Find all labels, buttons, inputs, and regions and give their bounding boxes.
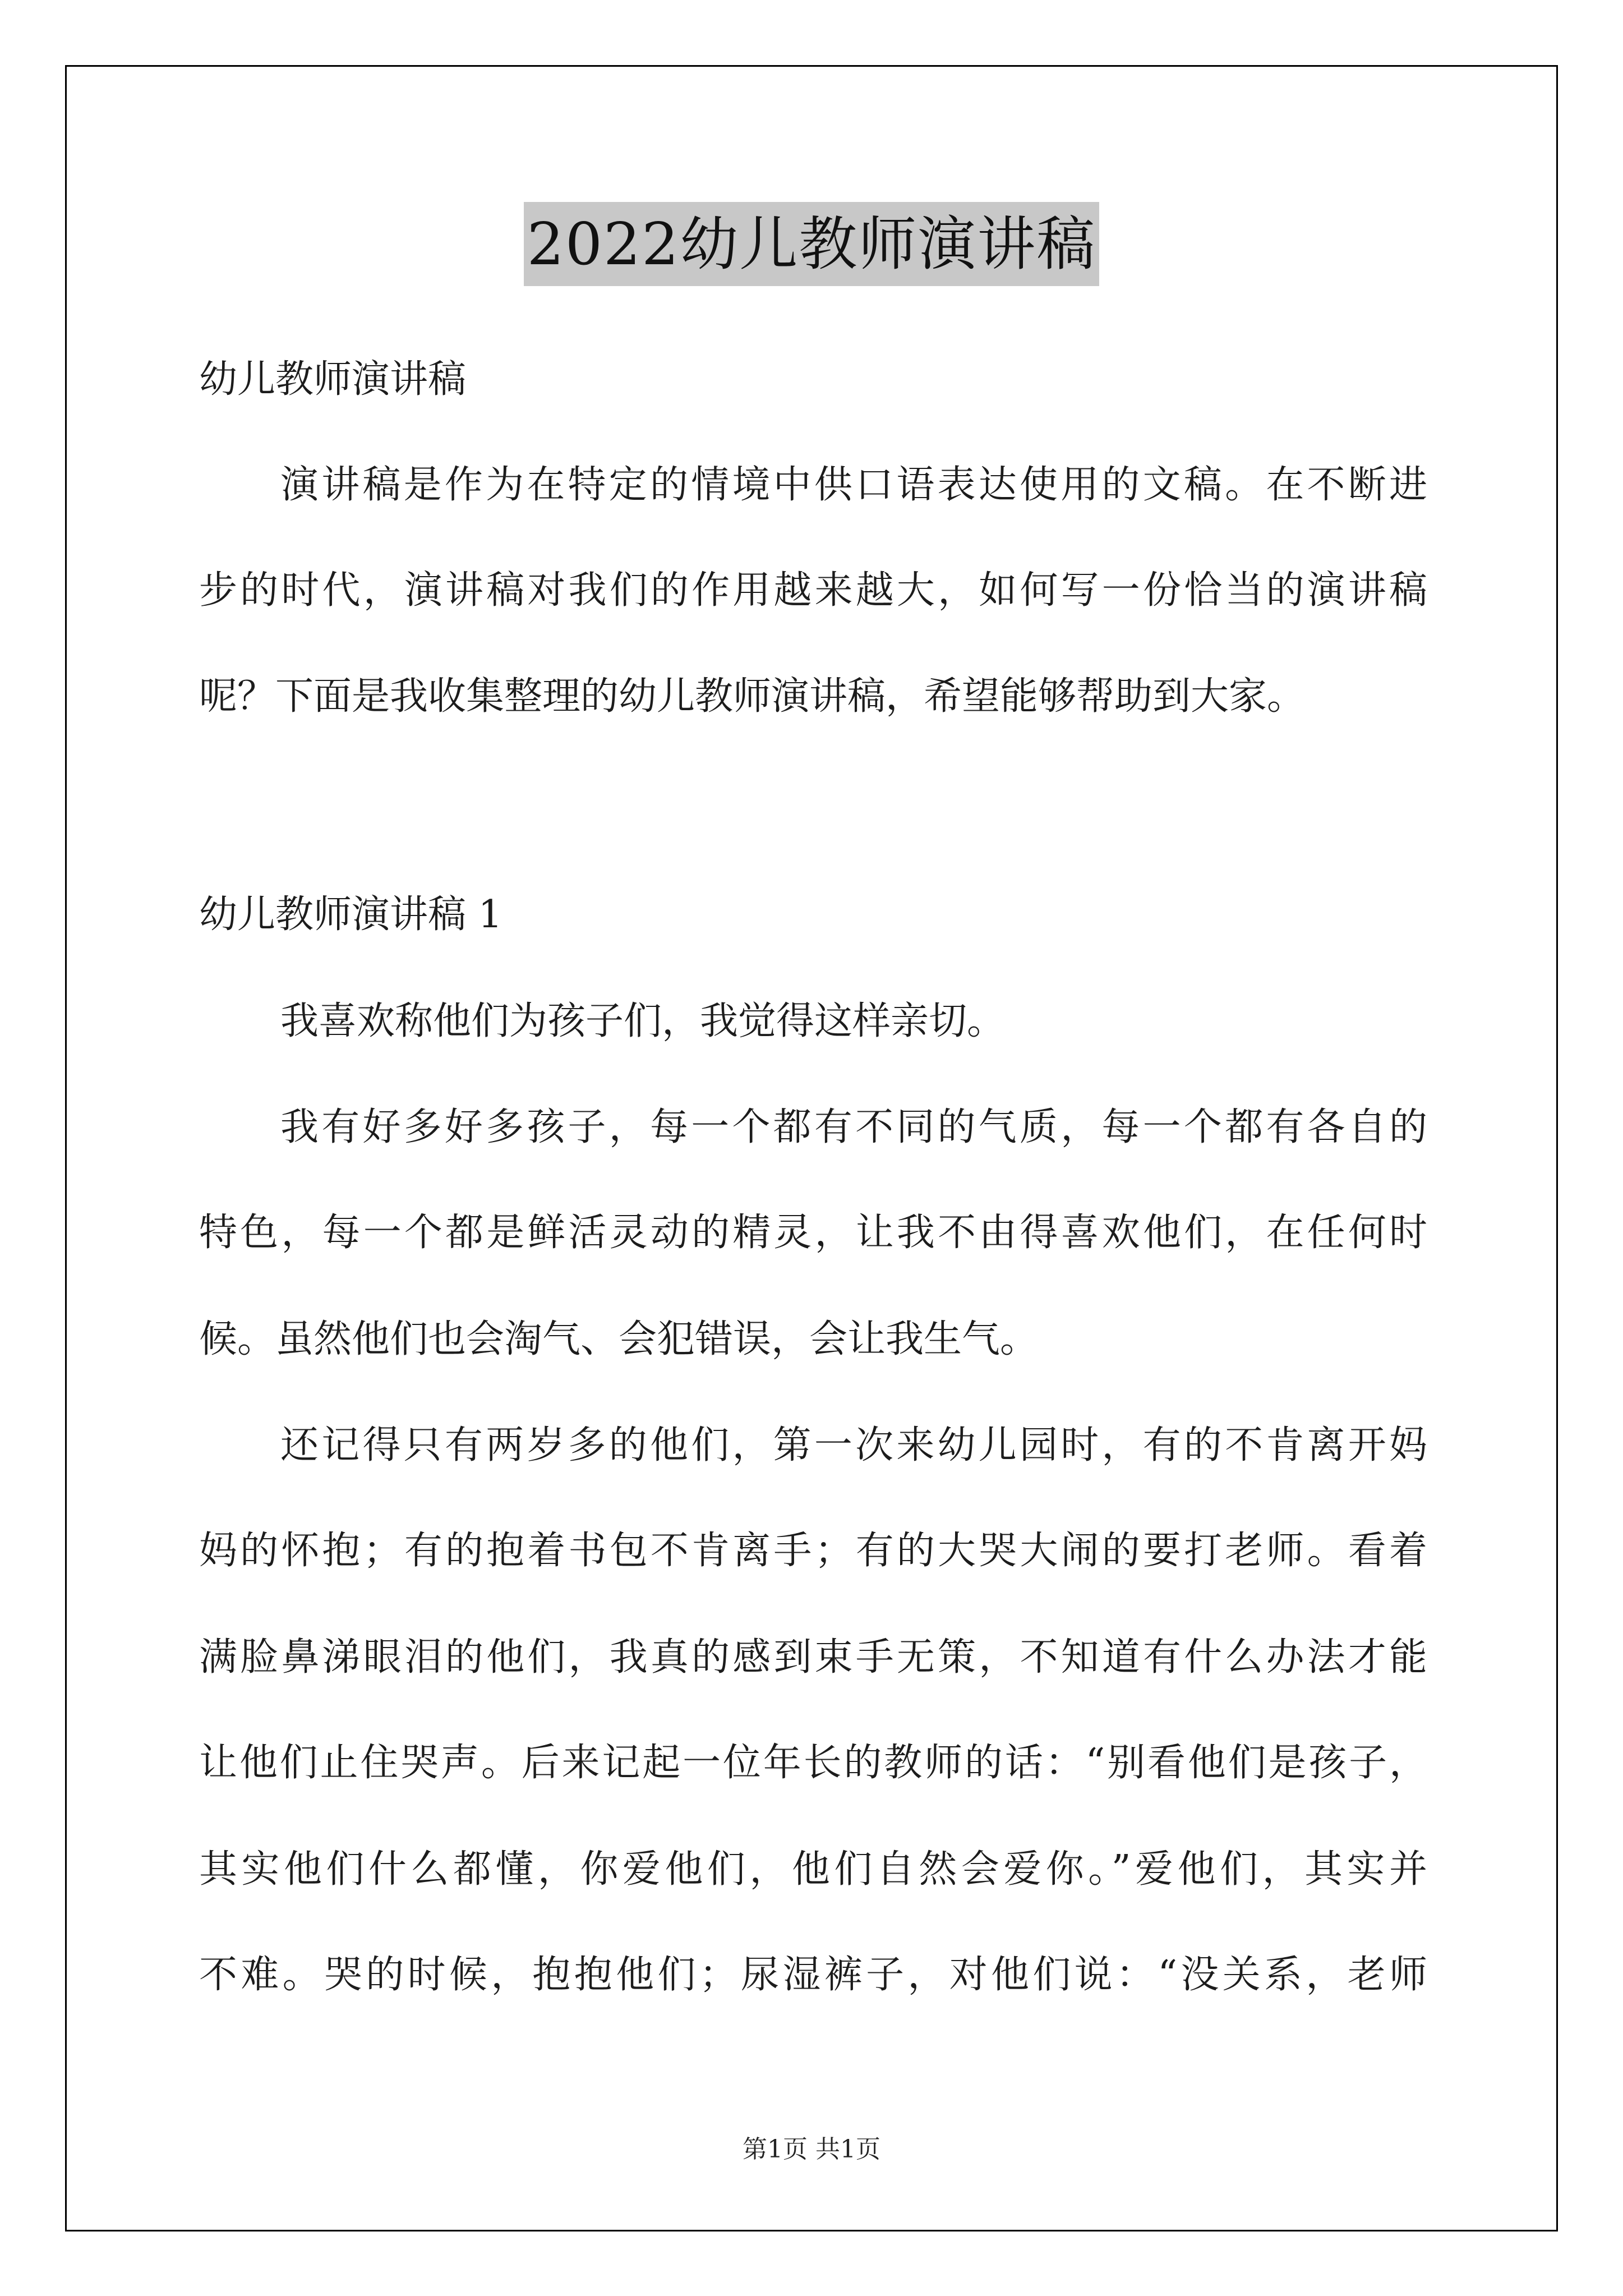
subheading: 幼儿教师演讲稿 (199, 357, 467, 402)
intro-line-3: 呢？下面是我收集整理的幼儿教师演讲稿，希望能够帮助到大家。 (199, 674, 1306, 719)
p3-line-2: 妈的怀抱；有的抱着书包不肯离手；有的大哭大闹的要打老师。看着 (199, 1529, 1427, 1573)
title-container (0, 202, 1623, 286)
p3-line-1: 还记得只有两岁多的他们，第一次来幼儿园时，有的不肯离开妈 (280, 1423, 1427, 1467)
p3-line-5: 其实他们什么都懂，你爱他们，他们自然会爱你。”爱他们，其实并 (199, 1847, 1427, 1892)
intro-line-2: 步的时代，演讲稿对我们的作用越来越大，如何写一份恰当的演讲稿 (199, 568, 1427, 613)
p2-line-3: 候。虽然他们也会淘气、会犯错误，会让我生气。 (199, 1317, 1039, 1361)
page-footer: 第1页 共1页 (743, 2135, 880, 2164)
document-title: 2022幼儿教师演讲稿 (524, 202, 1100, 286)
p2-line-2: 特色，每一个都是鲜活灵动的精灵，让我不由得喜欢他们，在任何时 (199, 1211, 1427, 1255)
section-heading: 幼儿教师演讲稿 1 (199, 892, 502, 937)
p3-line-6: 不难。哭的时候，抱抱他们；尿湿裤子，对他们说：“没关系，老师 (199, 1953, 1427, 1997)
p2-line-1: 我有好多好多孩子，每一个都有不同的气质，每一个都有各自的 (280, 1105, 1427, 1149)
p3-line-3: 满脸鼻涕眼泪的他们，我真的感到束手无策，不知道有什么办法才能 (199, 1635, 1427, 1680)
p1-line-1: 我喜欢称他们为孩子们，我觉得这样亲切。 (280, 999, 1006, 1043)
intro-line-1: 演讲稿是作为在特定的情境中供口语表达使用的文稿。在不断进 (280, 463, 1427, 507)
p3-line-4: 让他们止住哭声。后来记起一位年长的教师的话：“别看他们是孩子， (199, 1741, 1427, 1785)
